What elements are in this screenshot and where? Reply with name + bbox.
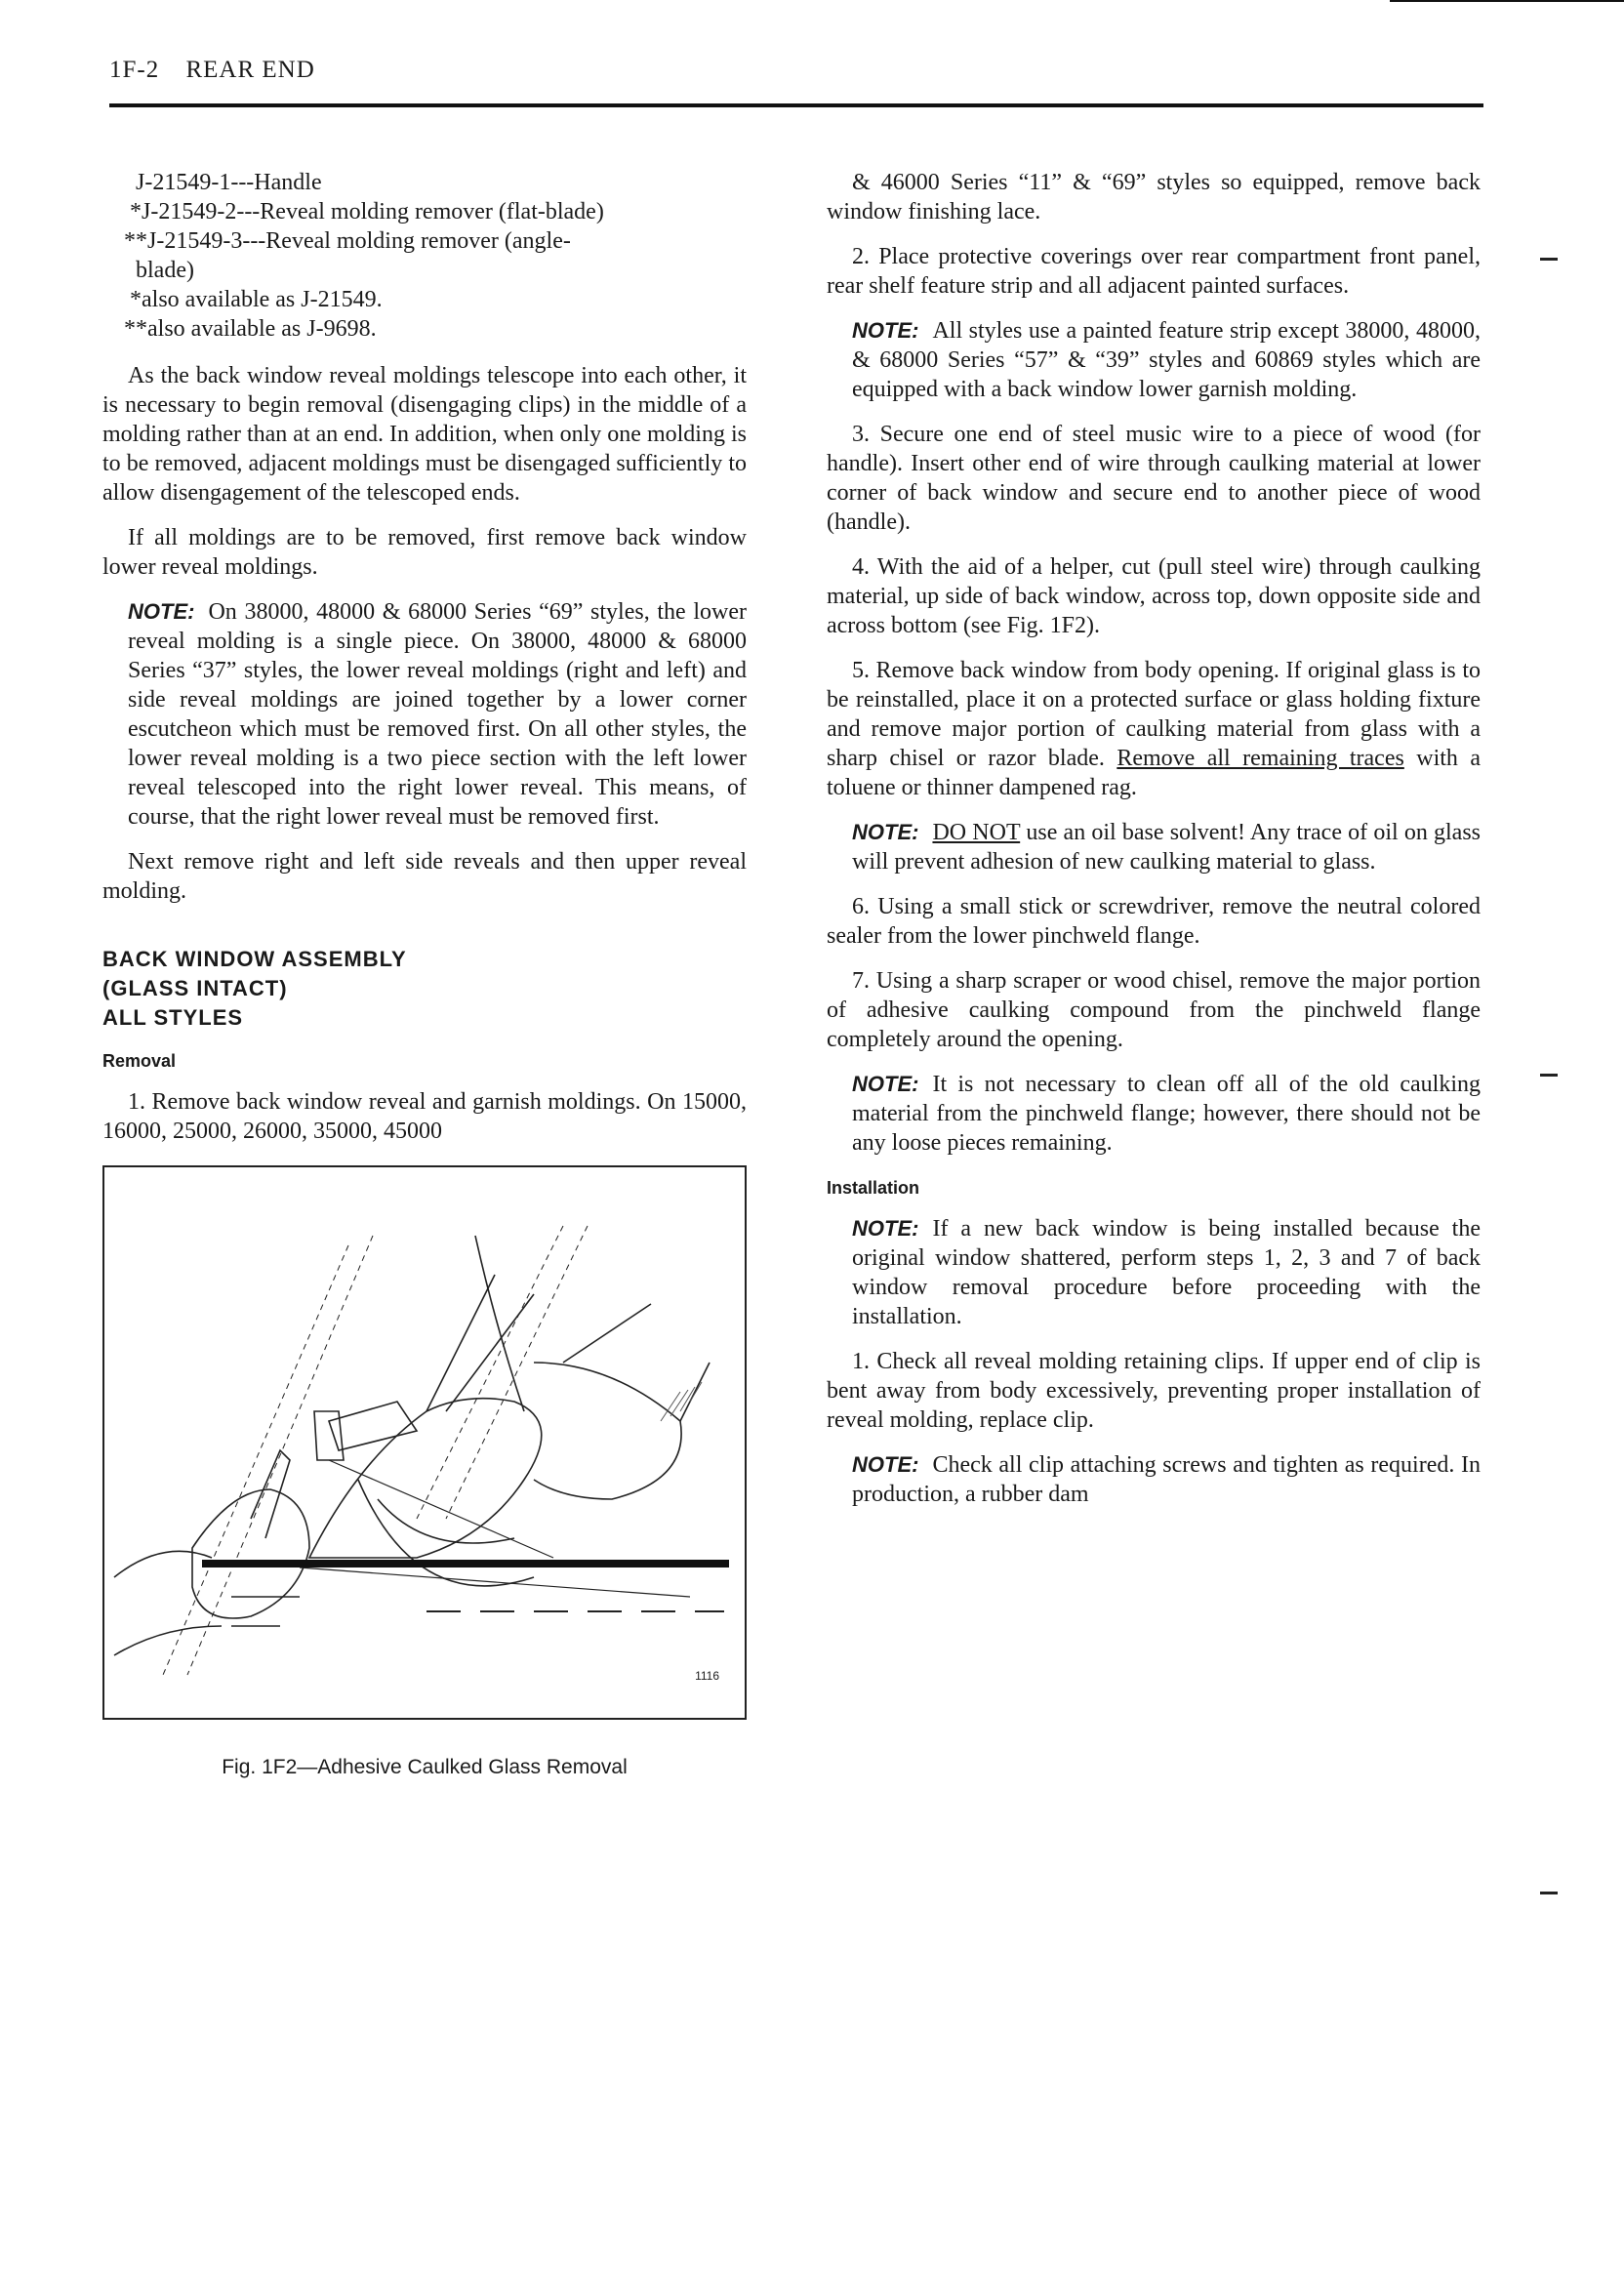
section-heading <box>102 945 747 1033</box>
step: 7. Using a sharp scraper or wood chisel, remove the major portion of adhesive caulking compound from the pinchweld flange completely around the opening. <box>827 968 1481 1052</box>
header-rule <box>109 103 1483 107</box>
note-label: NOTE: <box>852 1072 919 1096</box>
tool-note: **also available as J-9698. <box>124 316 377 342</box>
step-text: with a toluene or thinner dampened rag. <box>827 746 1481 800</box>
figure-caption: Fig. 1F2—Adhesive Caulked Glass Removal <box>222 1756 628 1778</box>
margin-mark <box>1540 258 1558 261</box>
step: 1. Remove back window reveal and garnish moldings. On 15000, 16000, 25000, 26000, 35000, 45000 <box>102 1089 747 1144</box>
note-label: NOTE: <box>852 1452 919 1477</box>
step: 3. Secure one end of steel music wire to a piece of wood (for handle). Insert other end of wire through caulking material at lower corner of back window and secure end to another piece of wood (handle). <box>827 422 1481 535</box>
subheading-installation: Installation <box>827 1178 920 1198</box>
note-text: If a new back window is being installed because the original window shattered, perform steps 1, 2, 3 and 7 of back window removal procedure before proceeding with the installation. <box>852 1216 1481 1329</box>
step <box>827 656 1481 802</box>
margin-mark <box>1540 1074 1558 1077</box>
left-column <box>102 168 747 1782</box>
figure <box>102 1165 747 1720</box>
page-number: 1F-2 <box>109 57 160 83</box>
section-title: REAR END <box>185 57 315 83</box>
figure-number: 1116 <box>695 1669 719 1683</box>
note-label: NOTE: <box>852 820 919 844</box>
note <box>128 597 747 832</box>
tool-list <box>102 168 747 344</box>
note-label: NOTE: <box>852 1216 919 1241</box>
emphasis: DO NOT <box>932 820 1021 845</box>
underlined-text: Remove all remaining traces <box>1116 746 1404 771</box>
note <box>852 818 1481 876</box>
tool-item: blade) <box>136 258 194 283</box>
paragraph: If all moldings are to be removed, first remove back window lower reveal moldings. <box>102 525 747 580</box>
corner-rule <box>1390 0 1624 2</box>
step: 1. Check all reveal molding retaining clips. If upper end of clip is bent away from body excessively, preventing proper installation of reveal molding, replace clip. <box>827 1349 1481 1433</box>
tool-item: J-21549-1---Handle <box>136 170 322 195</box>
note <box>852 1070 1481 1158</box>
paragraph: & 46000 Series “11” & “69” styles so equipped, remove back window finishing lace. <box>827 170 1481 224</box>
note <box>852 1214 1481 1331</box>
step: 2. Place protective coverings over rear compartment front panel, rear shelf feature strip and all adjacent painted surfaces. <box>827 244 1481 299</box>
page-header <box>109 57 315 84</box>
tool-item: **J-21549-3---Reveal molding remover (angle- <box>124 228 571 254</box>
paragraph: As the back window reveal moldings telescope into each other, it is necessary to begin removal (disengaging clips) in the middle of a molding rather than at an end. In addition, when only one molding is to be removed, adjacent moldings must be disengaged sufficiently to allow disengagement of the telescoped ends. <box>102 363 747 506</box>
note-text: Check all clip attaching screws and tighten as required. In production, a rubber dam <box>852 1452 1481 1507</box>
step-text: 5. Remove back window from body opening. If original glass is to be reinstalled, place it on a protected surface or glass holding fixture and remove major portion of caulking material from glass with a sharp chisel or razor blade. <box>827 658 1481 771</box>
note <box>852 316 1481 404</box>
note-text: It is not necessary to clean off all of the old caulking material from the pinchweld flange; however, there should not be any loose pieces remaining. <box>852 1072 1481 1156</box>
tool-item: *J-21549-2---Reveal molding remover (flat-blade) <box>130 199 604 224</box>
heading-line: ALL STYLES <box>102 1005 244 1030</box>
note-label: NOTE: <box>852 318 919 343</box>
note-text: All styles use a painted feature strip except 38000, 48000, & 68000 Series “57” & “39” styles and 60869 styles which are equipped with a back window lower garnish molding. <box>852 318 1481 402</box>
glass-removal-illustration <box>104 1167 745 1718</box>
step: 6. Using a small stick or screwdriver, remove the neutral colored sealer from the lower pinchweld flange. <box>827 894 1481 949</box>
note <box>852 1450 1481 1509</box>
subheading-removal: Removal <box>102 1051 177 1071</box>
heading-line: (GLASS INTACT) <box>102 976 288 1000</box>
tool-note: *also available as J-21549. <box>130 287 383 312</box>
paragraph: Next remove right and left side reveals and then upper reveal molding. <box>102 849 747 904</box>
note-text: use an oil base solvent! Any trace of oil on glass will prevent adhesion of new caulking material to glass. <box>852 820 1482 875</box>
margin-mark <box>1540 1892 1558 1894</box>
heading-line: BACK WINDOW ASSEMBLY <box>102 947 407 971</box>
step: 4. With the aid of a helper, cut (pull steel wire) through caulking material, up side of back window, across top, down opposite side and across bottom (see Fig. 1F2). <box>827 554 1481 638</box>
right-column <box>827 168 1481 1525</box>
note-text: On 38000, 48000 & 68000 Series “69” styles, the lower reveal molding is a single piece. On 38000, 48000 & 68000 Series “37” styles, the lower reveal moldings (right and left) and side reveal moldings are joined together by a lower corner escutcheon which must be removed first. On all other styles, the lower reveal molding is a two piece section with the left lower reveal telescoped into the right lower reveal. This means, of course, that the right lower reveal must be removed first. <box>128 599 747 830</box>
note-label: NOTE: <box>128 599 195 624</box>
